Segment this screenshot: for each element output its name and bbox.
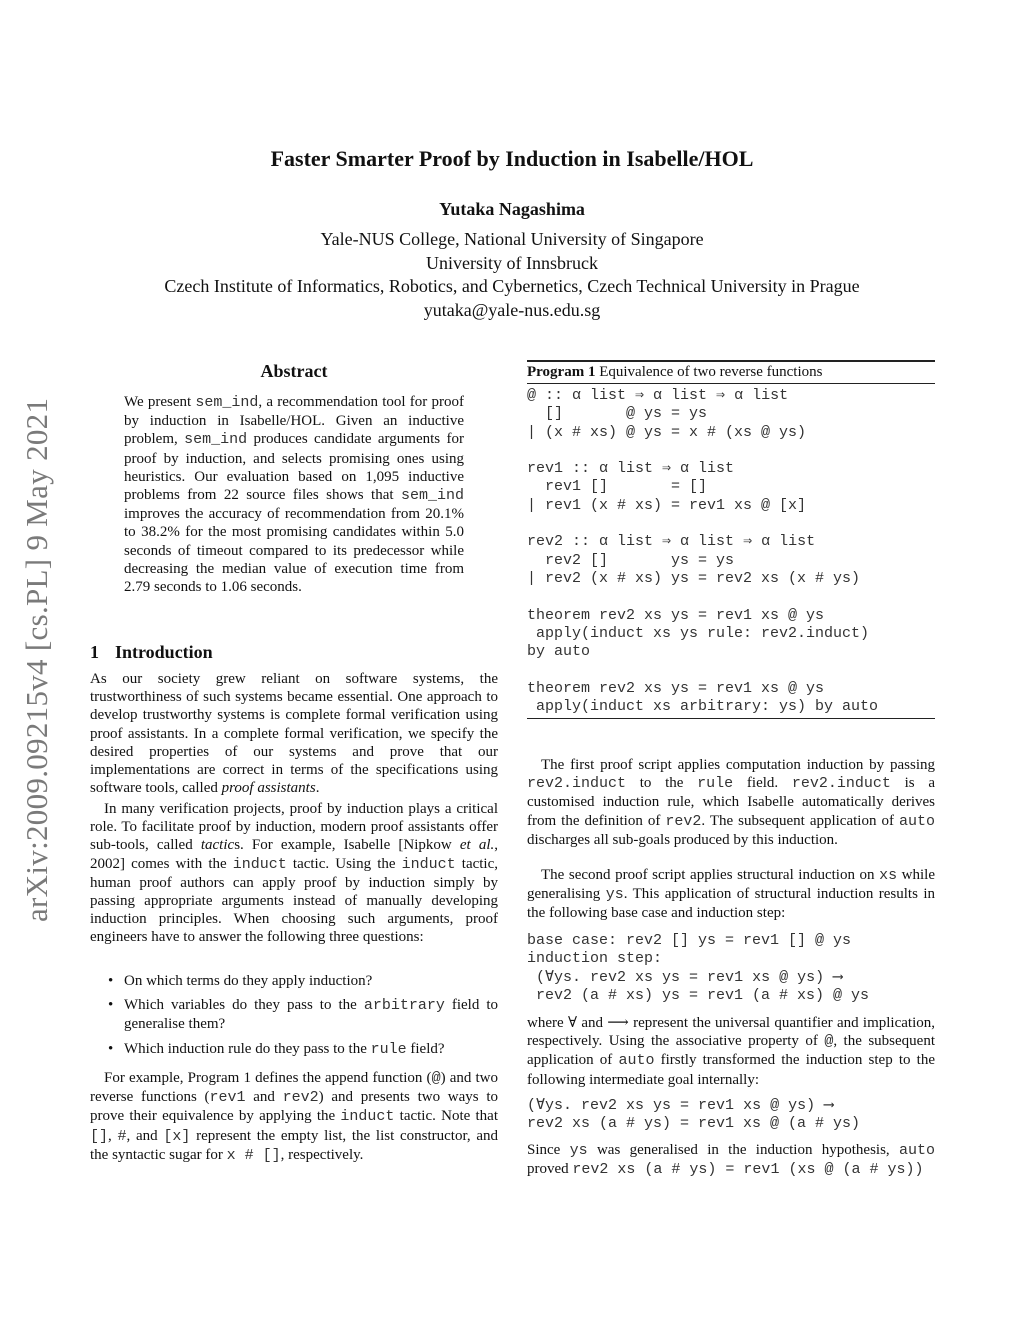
code-tool-name: sem_ind <box>184 431 248 449</box>
section-heading-introduction <box>90 642 213 663</box>
affiliations <box>0 228 1024 322</box>
code-tool-name: sem_ind <box>400 487 464 505</box>
intro-paragraph-3: For example, Program 1 defines the append function (@) and two reverse functions (rev1 and rev2) and presents two ways to prove their equivalence by applying the induct tactic. Note that [], #, and [x] represent the empty list, the list constructor, and the syntactic sugar for x # [], respectively. <box>90 1070 499 1164</box>
affiliation-innsbruck: University of Innsbruck <box>426 252 598 273</box>
code-tool-name: sem_ind <box>195 394 259 411</box>
abstract-heading: Abstract <box>260 361 328 381</box>
body-paragraph-quantifier: where ∀ and ⟶ represent the universal quantifier and implication, respectively. Using the associative property of @, the subsequent application of auto firstly transformed the induction step to the following intermediate goal internally: <box>527 1015 935 1088</box>
section-title: Introduction <box>115 642 213 662</box>
list-item: • Which induction rule do they pass to the rule field? <box>106 1040 498 1059</box>
author-email: yutaka@yale-nus.edu.sg <box>423 299 601 320</box>
affiliation-ciirc: Czech Institute of Informatics, Robotics, and Cybernetics, Czech Technical University in Prague <box>164 276 860 296</box>
body-paragraph-generalised: Since ys was generalised in the induction hypothesis, auto proved rev2 xs (a # ys) = rev1 (xs @ (a # ys)) <box>527 1142 936 1179</box>
rule-bottom <box>527 718 935 719</box>
code-block-induction-step: base case: rev2 [] ys = rev1 [] @ ys induction step: (∀ys. rev2 xs ys = rev1 xs @ ys) ⟶ rev2 (a # xs) ys = rev1 (a # xs) @ ys <box>527 932 870 1004</box>
affiliation-yale-nus: Yale-NUS College, National University of Singapore <box>320 229 704 249</box>
intro-paragraph-2: In many verification projects, proof by induction plays a critical role. To facilitate proof by induction, modern proof assistants offer sub-tools, called tactics. For example, Isabelle [Nipkow et al., 2002] comes with the induct tactic. Using the induct tactic, human proof authors can apply proof by induction simply by passing appropriate arguments instead of manually developing induction principles. When choosing such arguments, proof engineers have to answer the following three questions: <box>90 801 499 946</box>
program-code: @ :: α list ⇒ α list ⇒ α list [] @ ys = ys | (x # xs) @ ys = x # (xs @ ys) rev1 :: α list ⇒ α list rev1 [] = [] | rev1 (x # xs) = rev1 xs @ [x] rev2 :: α list ⇒ α list ⇒ α list rev2 [] ys = ys | rev2 (x # xs) ys = rev2 xs (x # ys) theorem rev2 xs ys = rev1 xs @ ys apply(induct xs ys rule: rev2.induct) by auto theorem rev2 xs ys = rev1 xs @ ys apply(induct xs arbitrary: ys) by auto <box>527 387 879 716</box>
code-block-intermediate-goal: (∀ys. rev2 xs ys = rev1 xs @ ys) ⟶ rev2 xs (a # ys) = rev1 xs @ (a # ys) <box>527 1097 861 1133</box>
program-caption: Program 1 Equivalence of two reverse functions <box>527 364 823 380</box>
author-name: Yutaka Nagashima <box>439 199 585 219</box>
intro-paragraph-1: As our society grew reliant on software systems, the trustworthiness of such systems became essential. One approach to develop trustworthy systems is complete formal verification using proof assistants. In a complete formal verification, we specify the desired properties of our systems and prove that our implementations are correct in terms of the specifications using software tools, called proof assistants. <box>90 671 498 797</box>
abstract-body: We present sem_ind, a recommendation tool for proof by induction in Isabelle/HOL. Given an inductive problem, sem_ind produces candidate arguments for proof by induction, and selects promising ones using heuristics. Our evaluation based on 1,095 inductive problems from 22 source files shows that sem_ind improves the accuracy of recommendation from 20.1% to 38.2% for the most promising candidates within 5.0 seconds of timeout compared to its predecessor while decreasing the median value of execution time from 2.79 seconds to 1.06 seconds. <box>124 394 464 596</box>
body-paragraph-computation-induction: The first proof script applies computation induction by passing rev2.induct to the rule field. rev2.induct is a customised induction rule, which Isabelle automatically derives from the definition of rev2. The subsequent application of auto discharges all sub-goals produced by this induction. <box>527 757 935 848</box>
section-number: 1 <box>90 642 99 662</box>
body-paragraph-structural-induction: The second proof script applies structural induction on xs while generalising ys. This application of structural induction results in the following base case and induction step: <box>527 867 935 922</box>
list-item: • On which terms do they apply induction? <box>106 972 498 990</box>
question-list <box>106 972 498 1065</box>
list-item: • Which variables do they pass to the arbitrary field to generalise them? <box>106 996 498 1033</box>
paper-title: Faster Smarter Proof by Induction in Isabelle/HOL <box>270 146 754 171</box>
program-listing <box>527 360 935 719</box>
arxiv-identifier-stamp: arXiv:2009.09215v4 [cs.PL] 9 May 2021 <box>19 397 54 923</box>
